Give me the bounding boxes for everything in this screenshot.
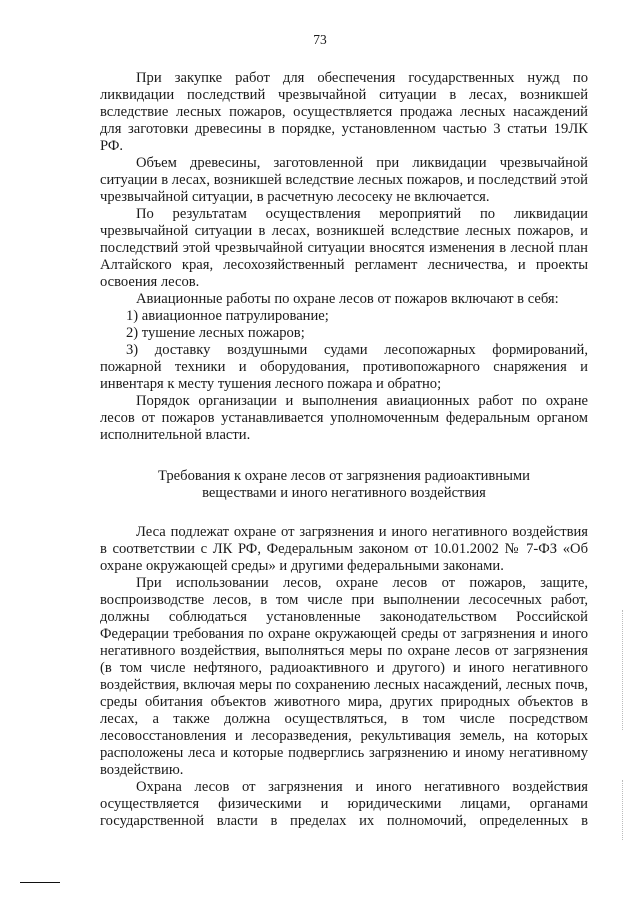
paragraph: При использовании лесов, охране лесов от пожаров, защите, воспроизводстве лесов, в том числе при выполнении лесосечных работ, должны соблюдаться установленные законодательством Российской Федерации требования по охране окружающей среды от загрязнения и иного негативного воздействия, выполняться меры по охране лесов от загрязнения (в том числе нефтяного, радиоактивного и другого) и иного негативного воздействия, включая меры по сохранению лесных насаждений, лесных почв, среды обитания объектов животного мира, других природных объектов в лесах, а также должна осуществляться, в том числе посредством лесовосстановления и лесоразведения, рекультивация земель, на которых расположены леса и которые подверглись загрязнению и иному негативному воздействию. bbox=[100, 575, 588, 778]
paragraph: Объем древесины, заготовленной при ликвидации чрезвычайной ситуации в лесах, возникшей вследствие лесных пожаров, и последствий этой чрезвычайной ситуации, в расчетную лесосеку не включается. bbox=[100, 155, 588, 205]
paragraph: Порядок организации и выполнения авиационных работ по охране лесов от пожаров устанавливается уполномоченным федеральным органом исполнительной власти. bbox=[100, 393, 588, 443]
scan-margin-mark bbox=[622, 780, 625, 840]
paragraph: Авиационные работы по охране лесов от пожаров включают в себя: bbox=[136, 291, 559, 307]
paragraph: При закупке работ для обеспечения государственных нужд по ликвидации последствий чрезвычайной ситуации в лесах, возникшей вследствие лесных пожаров, осуществляется продажа лесных насаждений для заготовки древесины в порядке, установленном частью 3 статьи 19ЛК РФ. bbox=[100, 70, 588, 154]
scan-margin-mark bbox=[622, 610, 625, 730]
page-number: 73 bbox=[313, 32, 327, 47]
section-heading-line: веществами и иного негативного воздействия bbox=[202, 485, 486, 501]
paragraph: Охрана лесов от загрязнения и иного негативного воздействия осуществляется физическими и юридическими лицами, органами государственной власти в пределах их полномочий, определенных в bbox=[100, 779, 588, 829]
paragraph: Леса подлежат охране от загрязнения и иного негативного воздействия в соответствии с ЛК РФ, Федеральным законом от 10.01.2002 № 7-ФЗ «Об охране окружающей среды» и другими федеральными законами. bbox=[100, 524, 588, 574]
document-body bbox=[100, 70, 588, 830]
footer-rule bbox=[20, 882, 60, 883]
list-item: 1) авиационное патрулирование; bbox=[126, 308, 329, 324]
list-item: 3) доставку воздушными судами лесопожарных формирований, пожарной техники и оборудования, противопожарного снаряжения и инвентаря к месту тушения лесного пожара и обратно; bbox=[100, 342, 588, 392]
section-heading bbox=[100, 468, 588, 502]
list-item: 2) тушение лесных пожаров; bbox=[126, 325, 305, 341]
section-heading-line: Требования к охране лесов от загрязнения радиоактивными bbox=[158, 468, 530, 484]
paragraph: По результатам осуществления мероприятий по ликвидации чрезвычайной ситуации в лесах, возникшей вследствие лесных пожаров, и последствий этой чрезвычайной ситуации вносятся изменения в лесной план Алтайского края, лесохозяйственный регламент лесничества, и проекты освоения лесов. bbox=[100, 206, 588, 290]
